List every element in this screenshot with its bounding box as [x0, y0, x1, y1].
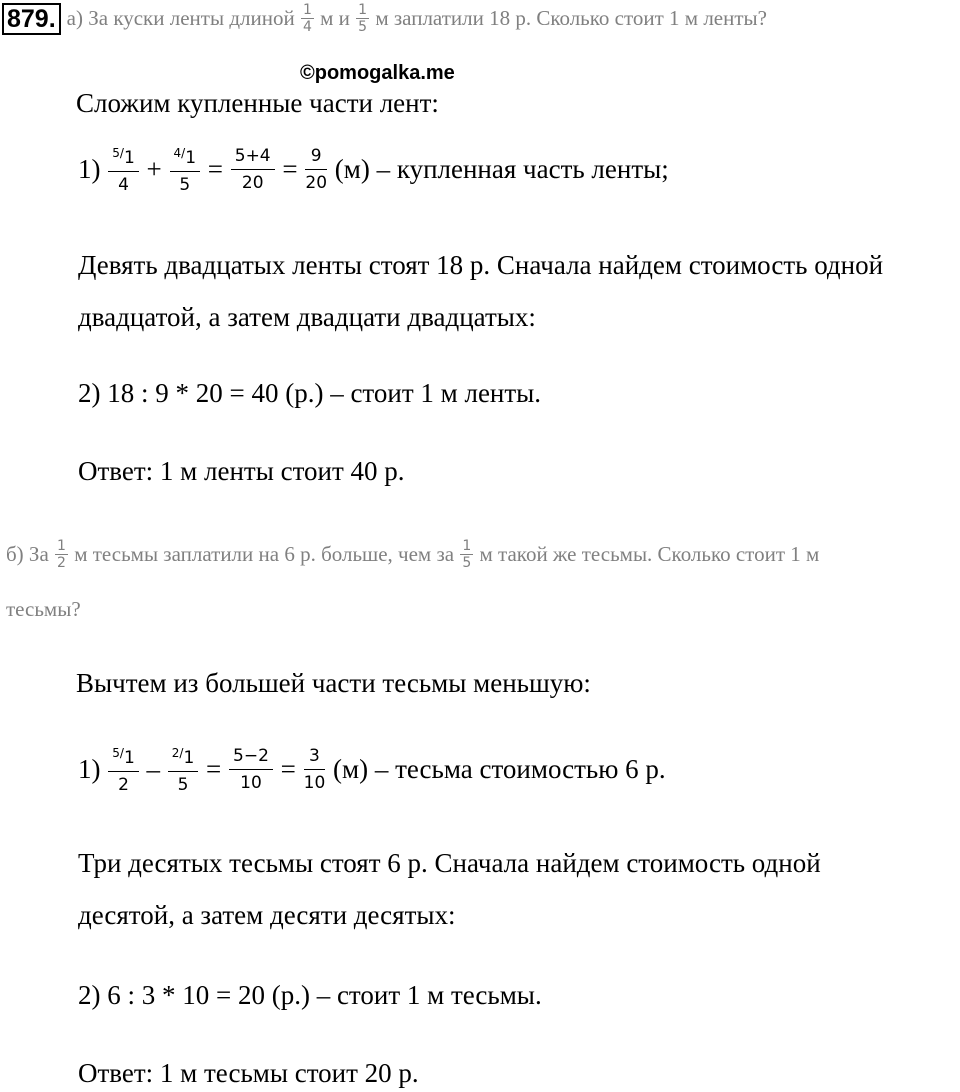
- fraction-1-5: $\frac{1}{5}$: [462, 538, 472, 571]
- sol-a-step1: [78, 140, 669, 198]
- task-a-rest: м заплатили 18 р. Сколько стоит 1 м ленты?: [375, 6, 767, 30]
- task-a-mid: м и: [320, 6, 350, 30]
- equals-sign: =: [207, 153, 223, 184]
- task-b-mid: м тесьмы заплатили на 6 р. больше, чем за: [74, 542, 455, 566]
- fraction: $\frac{5-2}{10}$: [229, 743, 273, 796]
- watermark: ©pomogalka.me: [300, 62, 455, 84]
- sol-b-para-line2: десятой, а затем десяти десятых:: [78, 900, 456, 930]
- step-tail: (м) – тесьма стоимостью 6 р.: [333, 753, 666, 784]
- sol-a-step2: 2) 18 : 9 * 20 = 40 (р.) – стоит 1 м ленты.: [78, 378, 542, 408]
- fraction: $\frac{5+4}{20}$: [231, 143, 275, 196]
- fraction: $\frac{^{5/}1}{2}$: [108, 740, 139, 798]
- fraction-1-4: $\frac{1}{4}$: [302, 2, 312, 35]
- task-b: [6, 538, 819, 571]
- sol-b-para-line1: Три десятых тесьмы стоят 6 р. Сначала найдем стоимость одной: [78, 848, 821, 878]
- task-a: [2, 2, 767, 35]
- task-b-line2: тесьмы?: [6, 597, 81, 621]
- sol-b-step1: [78, 740, 666, 798]
- fraction: $\frac{3}{10}$: [304, 743, 326, 796]
- fraction-1-5: $\frac{1}{5}$: [358, 2, 368, 35]
- step-label: 1): [78, 753, 101, 784]
- equals-sign: =: [280, 753, 296, 784]
- equals-sign: =: [282, 153, 298, 184]
- sol-b-intro: Вычтем из большей части тесьмы меньшую:: [76, 668, 591, 698]
- task-a-prefix: а) За куски ленты длиной: [66, 6, 295, 30]
- problem-number: 879.: [2, 3, 61, 35]
- sol-a-answer: Ответ: 1 м ленты стоит 40 р.: [78, 456, 405, 486]
- equals-sign: =: [206, 753, 222, 784]
- fraction: $\frac{9}{20}$: [305, 143, 327, 196]
- fraction-1-2: $\frac{1}{2}$: [57, 538, 66, 571]
- fraction: $\frac{^{4/}1}{5}$: [170, 140, 201, 198]
- sol-a-intro: Сложим купленные части лент:: [76, 88, 439, 118]
- sol-b-step2: 2) 6 : 3 * 10 = 20 (р.) – стоит 1 м тесьмы.: [78, 980, 542, 1010]
- plus-sign: +: [146, 153, 162, 184]
- step-label: 1): [78, 153, 101, 184]
- sol-a-para-line2: двадцатой, а затем двадцати двадцатых:: [78, 302, 536, 332]
- fraction: $\frac{^{5/}1}{4}$: [108, 140, 139, 198]
- task-b-prefix: б) За: [6, 542, 49, 566]
- fraction: $\frac{^{2/}1}{5}$: [168, 740, 199, 798]
- minus-sign: –: [146, 753, 161, 784]
- step-tail: (м) – купленная часть ленты;: [334, 153, 669, 184]
- sol-a-para-line1: Девять двадцатых ленты стоят 18 р. Сначала найдем стоимость одной: [78, 250, 884, 280]
- sol-b-answer: Ответ: 1 м тесьмы стоит 20 р.: [78, 1058, 419, 1088]
- task-b-rest: м такой же тесьмы. Сколько стоит 1 м: [479, 542, 820, 566]
